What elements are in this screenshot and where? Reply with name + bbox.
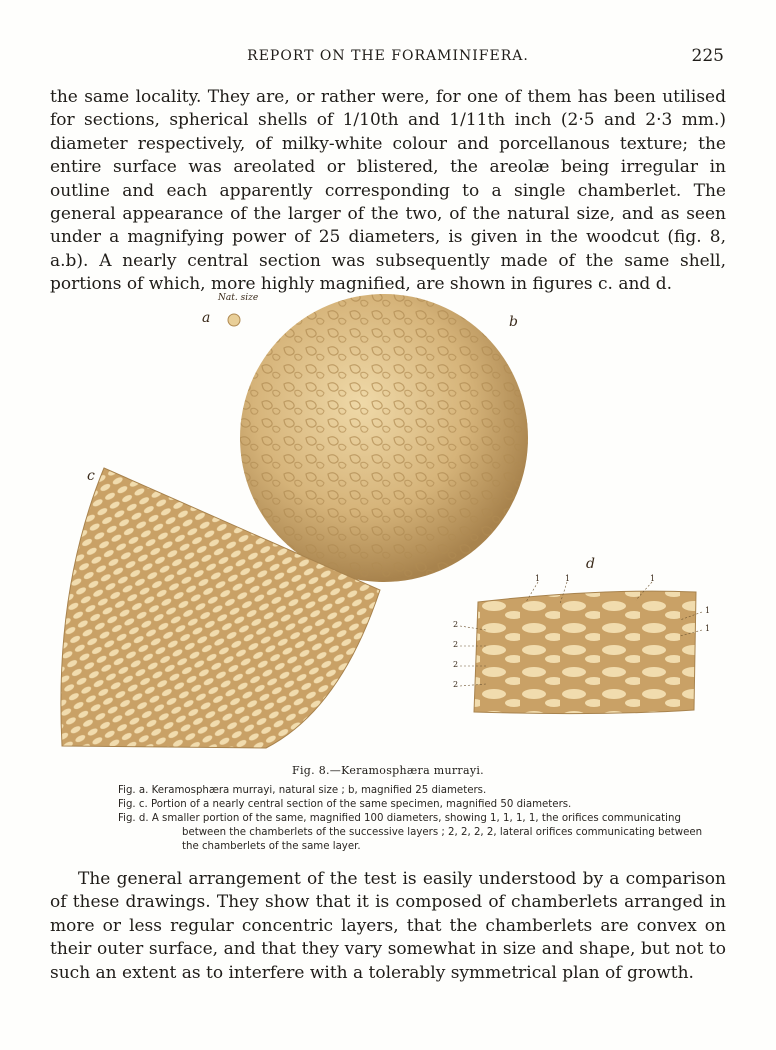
d-top-label-3: 1 (650, 574, 656, 583)
caption-line-a: Fig. a. Keramosphæra murrayi, natural size ; b, magnified 25 diameters. (118, 785, 487, 796)
page-header (52, 46, 724, 70)
body-paragraph-2: The general arrangement of the test is easily understood by a comparison of these drawings. They show that it is composed of chamberlets arranged in more or less regular concentric layers, that the chamberlets are convex on their outer surface, and that they vary somewhat in size and shape, but not to such an extent as to interfere with a tolerably symmetrical plan of growth. (50, 869, 726, 983)
d-left-label-4: 2 (453, 680, 459, 689)
figure-a-circle (228, 314, 240, 326)
running-title: REPORT ON THE FORAMINIFERA. (247, 48, 529, 64)
figure-drawing (40, 290, 740, 760)
caption-line-d: Fig. d. A smaller portion of the same, magnified 100 diameters, showing 1, 1, 1, 1, the orifices communicating (118, 813, 681, 824)
page-number: 225 (691, 46, 724, 66)
figure-d-section (460, 582, 702, 714)
figure-label-c: c (87, 468, 95, 484)
d-top-label-2: 1 (565, 574, 571, 583)
d-left-label-2: 2 (453, 640, 459, 649)
caption-line-d-cont-1: between the chamberlets of the successive layers ; 2, 2, 2, 2, lateral orifices communicating between (182, 827, 703, 838)
figure-8 (40, 290, 740, 760)
figure-b-sphere (240, 294, 528, 582)
nat-size-label: Nat. size (218, 293, 259, 303)
d-left-label-3: 2 (453, 660, 459, 669)
d-right-label-1: 1 (705, 606, 711, 615)
caption-line-c: Fig. c. Portion of a nearly central section of the same specimen, magnified 50 diameters. (118, 799, 572, 810)
d-top-label-1: 1 (535, 574, 541, 583)
figure-label-b: b (509, 314, 518, 330)
figure-caption-title: Fig. 8.—Keramosphæra murrayi. (292, 764, 484, 777)
caption-line-d-cont-2: the chamberlets of the same layer. (182, 841, 361, 852)
figure-label-a: a (202, 310, 211, 326)
body-paragraph-1: the same locality. They are, or rather were, for one of them has been utilised for sections, spherical shells of 1/10th and 1/11th inch (2·5 and 2·3 mm.) diameter respectively, of milky-white colour and porcellanous texture; the entire surface was areolated or blistered, the areolæ being irregular in outline and each apparently corresponding to a single chamberlet. The general appearance of the larger of the two, of the natural size, and as seen under a magnifying power of 25 diameters, is given in the woodcut (fig. 8, a.b). A nearly central section was subsequently made of the same shell, portions of which, more highly magnified, are shown in figures c. and d. (50, 87, 726, 295)
d-right-label-2: 1 (705, 624, 711, 633)
figure-label-d: d (586, 556, 595, 572)
d-left-label-1: 2 (453, 620, 459, 629)
